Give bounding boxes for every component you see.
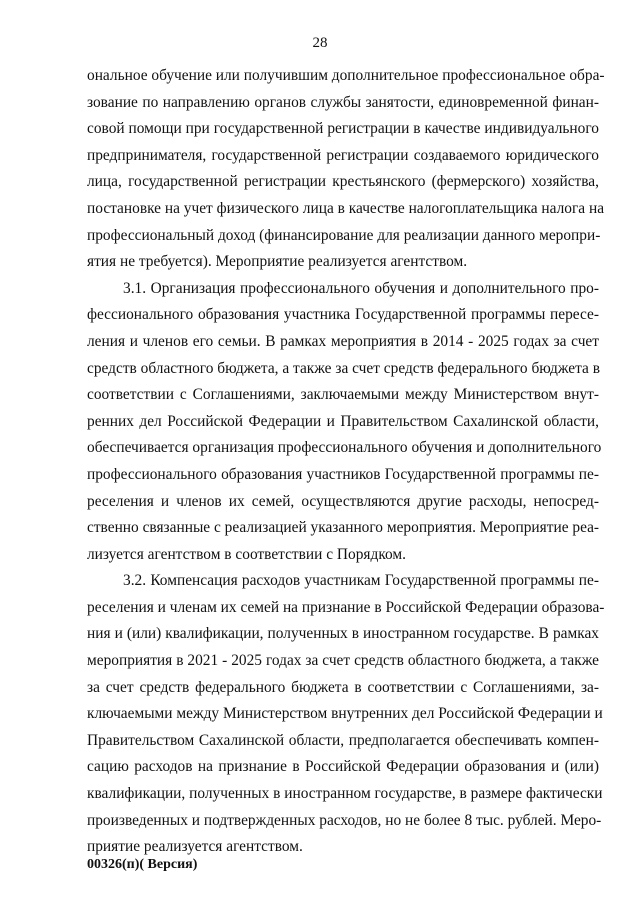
- page-number: 28: [312, 35, 328, 51]
- text-line: профессионального образования участников Государственной программы пе-: [87, 465, 599, 483]
- text-line: ственно связанные с реализацией указанного мероприятия. Мероприятие реа-: [87, 519, 600, 537]
- paragraph-3-2: [87, 568, 605, 861]
- text-line: лизуется агентством в соответствии с Порядком.: [87, 545, 407, 563]
- paragraph-continuation: [87, 63, 605, 276]
- text-line: квалификации, полученных в иностранном государстве, в размере фактически: [87, 785, 603, 803]
- text-line: Правительством Сахалинской области, предполагается обеспечивать компен-: [87, 731, 599, 749]
- text-line: приятие реализуется агентством.: [87, 838, 303, 856]
- text-line: реселения и членов их семей, осуществляются другие расходы, непосред-: [87, 492, 599, 510]
- text-line: сацию расходов на признание в Российской Федерации образования и (или): [87, 758, 599, 776]
- text-line: обеспечивается организация профессионального обучения и дополнительного: [87, 439, 602, 457]
- text-line: мероприятия в 2021 - 2025 годах за счет средств областного бюджета, а также: [87, 652, 599, 670]
- text-line: лица, государственной регистрации крестьянского (фермерского) хозяйства,: [87, 173, 599, 191]
- text-line: реселения и членам их семей на признание в Российской Федерации образова-: [87, 598, 605, 616]
- text-line: ятия не требуется). Мероприятие реализуется агентством.: [87, 253, 468, 271]
- text-line: постановке на учет физического лица в качестве налогоплательщика налога на: [87, 199, 605, 217]
- text-line: соответствии с Соглашениями, заключаемыми между Министерством внут-: [87, 386, 599, 404]
- text-line: произведенных и подтвержденных расходов, но не более 8 тыс. рублей. Меро-: [87, 811, 602, 829]
- text-line: за счет средств федерального бюджета в соответствии с Соглашениями, за-: [87, 678, 599, 696]
- document-body: [87, 63, 605, 861]
- text-line: предпринимателя, государственной регистрации создаваемого юридического: [87, 146, 599, 164]
- text-line: зование по направлению органов службы занятости, единовременной финан-: [87, 93, 599, 111]
- text-line: ключаемыми между Министерством внутренних дел Российской Федерации и: [87, 705, 603, 723]
- text-line: ления и членов его семьи. В рамках мероприятия в 2014 - 2025 годах за счет: [87, 332, 599, 350]
- document-code: 00326(п)( Версия): [87, 857, 198, 872]
- text-line: ния и (или) квалификации, полученных в иностранном государстве. В рамках: [87, 625, 599, 643]
- text-line: профессиональный доход (финансирование для реализации данного меропри-: [87, 226, 601, 244]
- text-line: совой помощи при государственной регистрации в качестве индивидуального: [87, 120, 599, 138]
- text-line: ренних дел Российской Федерации и Правительством Сахалинской области,: [87, 412, 599, 430]
- text-line: 3.2. Компенсация расходов участникам Государственной программы пе-: [123, 572, 599, 590]
- paragraph-3-1: [87, 276, 602, 569]
- text-line: средств областного бюджета, а также за счет средств федерального бюджета в: [87, 359, 600, 377]
- text-line: 3.1. Организация профессионального обучения и дополнительного про-: [123, 279, 599, 297]
- text-line: фессионального образования участника Государственной программы пересе-: [87, 306, 599, 324]
- text-line: ональное обучение или получившим дополнительное профессиональное обра-: [87, 67, 605, 84]
